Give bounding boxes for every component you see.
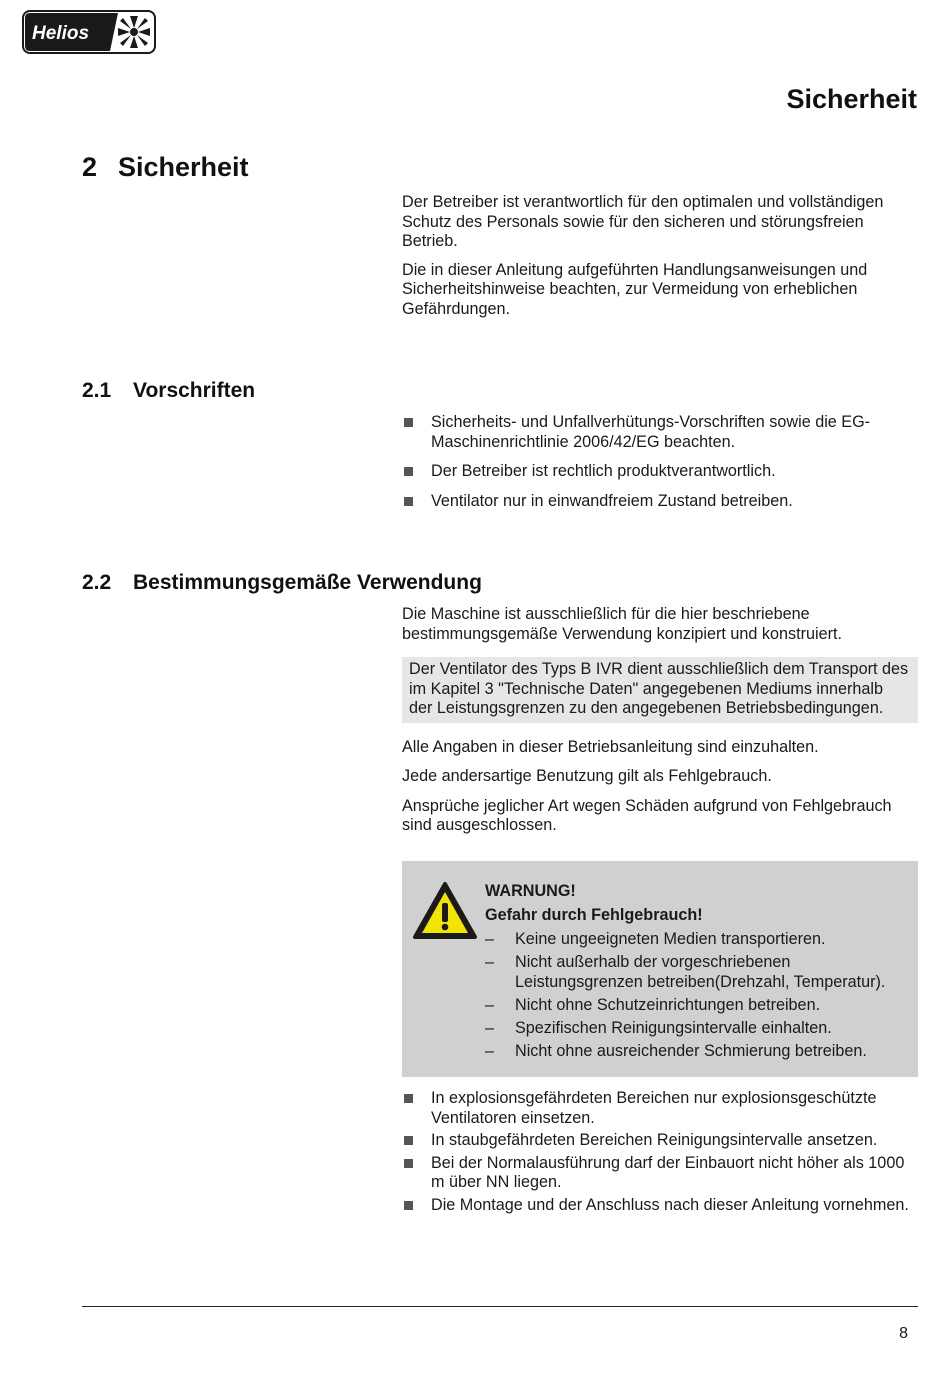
paragraph: Die Maschine ist ausschließlich für die hier beschriebene bestimmungsgemäße Verwendung konzipiert und konstruiert.: [402, 605, 842, 643]
square-bullet-icon: [404, 1201, 413, 1210]
page-number: 8: [899, 1325, 908, 1342]
square-bullet-icon: [404, 1094, 413, 1103]
list-item: Ventilator nur in einwandfreiem Zustand betreiben.: [402, 492, 918, 512]
list-item: – Nicht ohne Schutzeinrichtungen betreiben.: [485, 996, 821, 1014]
list-item: – Nicht ohne ausreichender Schmierung betreiben.: [485, 1042, 867, 1060]
paragraph: Alle Angaben in dieser Betriebsanleitung sind einzuhalten.: [402, 737, 819, 756]
verwendung-block: [402, 605, 918, 845]
subsection-number: 2.2: [82, 571, 112, 594]
bullet-list: [402, 1089, 918, 1215]
paragraph: Die in dieser Anleitung aufgeführten Handlungsanweisungen und Sicherheitshinweise beachten, zur Vermeidung von erheblichen Gefährdungen.: [402, 260, 868, 318]
section-number: 2: [82, 152, 98, 182]
subsection-title: Vorschriften: [133, 379, 256, 402]
section-title: Sicherheit: [118, 152, 249, 182]
footer-divider: [82, 1306, 918, 1307]
paragraph: Der Betreiber ist verantwortlich für den optimalen und vollständigen Schutz des Personals sowie für den sicheren und störungsfreien Betrieb.: [402, 193, 884, 250]
square-bullet-icon: [404, 1159, 413, 1168]
list-item: Die Montage und der Anschluss nach dieser Anleitung vornehmen.: [402, 1196, 918, 1216]
note-box: Der Ventilator des Typs B IVR dient ausschließlich dem Transport des im Kapitel 3 "Technische Daten" angegebenen Mediums innerhalb der Leistungsgrenzen zu den angegebenen Betriebsbedingungen.: [402, 657, 918, 723]
square-bullet-icon: [404, 497, 413, 506]
warning-box: [402, 861, 918, 1077]
warning-list: [485, 929, 905, 1061]
helios-logo: [22, 10, 156, 54]
subsection-heading-vorschriften: [82, 379, 255, 403]
logo-text: Helios: [32, 23, 90, 44]
list-item: – Nicht außerhalb der vorgeschriebenen Leistungsgrenzen betreiben(Drehzahl, Temperatur).: [485, 953, 886, 991]
square-bullet-icon: [404, 467, 413, 476]
warning-text: [485, 881, 905, 1064]
square-bullet-icon: [404, 1136, 413, 1145]
list-item: Bei der Normalausführung darf der Einbauort nicht höher als 1000 m über NN liegen.: [402, 1154, 918, 1193]
list-item: In explosionsgefährdeten Bereichen nur explosionsgeschützte Ventilatoren einsetzen.: [402, 1089, 918, 1128]
warning-title: WARNUNG!: [485, 882, 576, 900]
list-item: – Spezifischen Reinigungsintervalle einhalten.: [485, 1019, 832, 1037]
list-item: In staubgefährdeten Bereichen Reinigungsintervalle ansetzen.: [402, 1131, 918, 1151]
fan-icon: [118, 16, 150, 48]
vorschriften-list-block: [402, 413, 918, 521]
paragraph: Ansprüche jeglicher Art wegen Schäden aufgrund von Fehlgebrauch sind ausgeschlossen.: [402, 796, 892, 834]
paragraph: Jede andersartige Benutzung gilt als Fehlgebrauch.: [402, 767, 772, 785]
subsection-heading-verwendung: [82, 571, 482, 595]
list-item: – Keine ungeeigneten Medien transportieren.: [485, 930, 826, 948]
square-bullet-icon: [404, 418, 413, 427]
list-item: Der Betreiber ist rechtlich produktverantwortlich.: [402, 462, 918, 482]
bullet-list: [402, 413, 918, 511]
running-header-title: Sicherheit: [786, 84, 917, 114]
list-item: Sicherheits- und Unfallverhütungs-Vorschriften sowie die EG-Maschinenrichtlinie 2006/42/EG beachten.: [402, 413, 918, 452]
section-heading: [82, 152, 249, 183]
warning-subtitle: Gefahr durch Fehlgebrauch!: [485, 906, 703, 924]
verwendung-list-block: [402, 1089, 918, 1218]
section-intro: [402, 193, 918, 328]
subsection-title: Bestimmungsgemäße Verwendung: [133, 571, 482, 594]
subsection-number: 2.1: [82, 379, 112, 402]
warning-triangle-icon: [412, 881, 478, 941]
